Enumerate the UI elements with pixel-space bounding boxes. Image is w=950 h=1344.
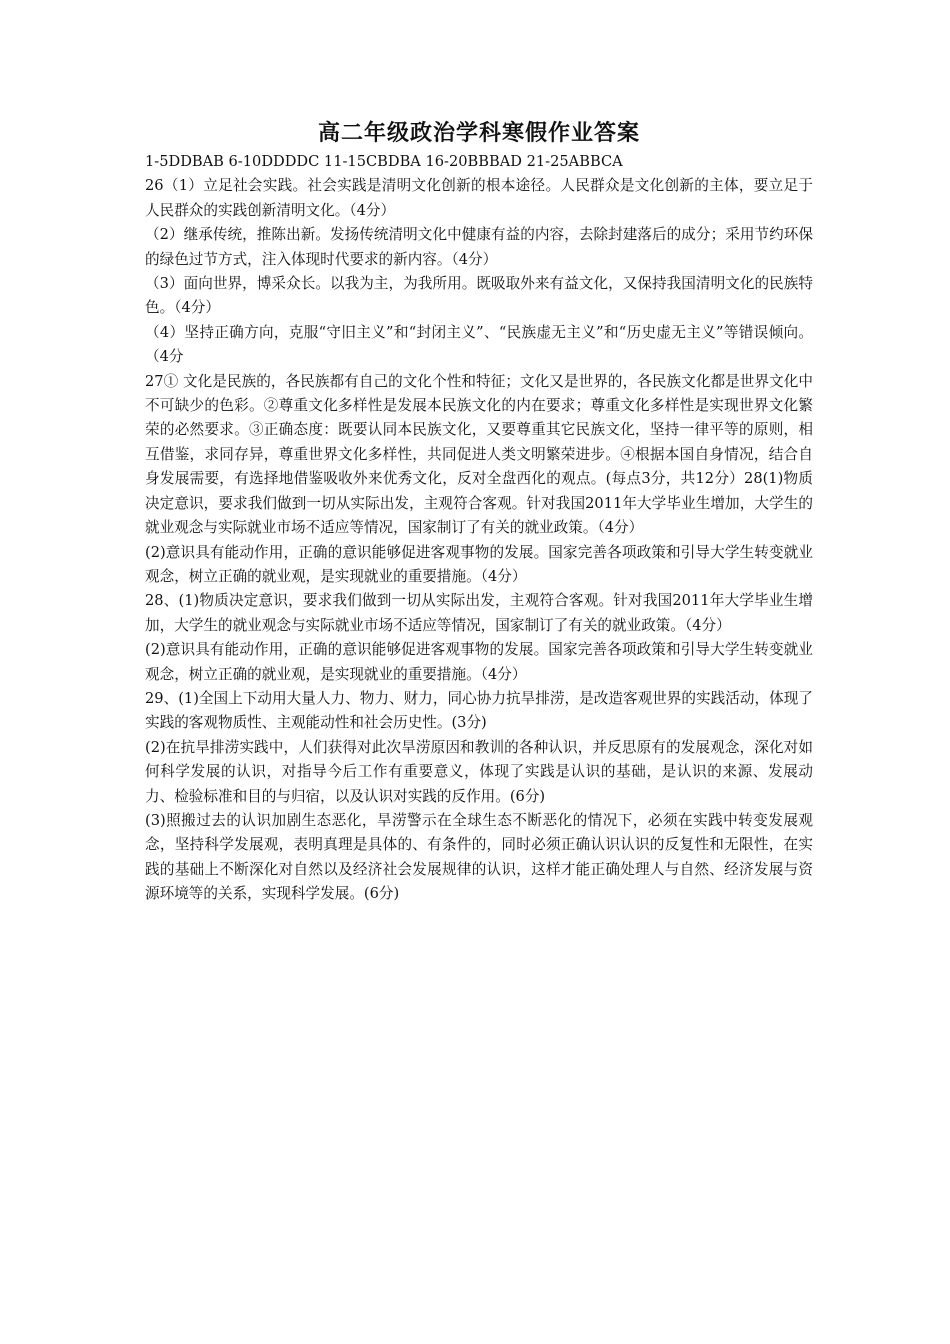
answer-29-1: 29、(1)全国上下动用大量人力、物力、财力，同心协力抗旱排涝，是改造客观世界的实践活动，体现了实践的客观物质性、主观能动性和社会历史性。(3分) <box>145 689 813 732</box>
document-page <box>145 118 813 907</box>
answer-26-4: （4）坚持正确方向，克服“守旧主义”和“封闭主义”、“民族虚无主义”和“历史虚无主义”等错误倾向。（4分 <box>145 323 813 366</box>
answer-29-2: (2)在抗旱排涝实践中，人们获得对此次旱涝原因和教训的各种认识，并反思原有的发展观念，深化对如何科学发展的认识，对指导今后工作有重要意义，体现了实践是认识的基础，是认识的来源、发展动力、检验标准和目的与归宿，以及认识对实践的反作用。(6分) <box>145 738 813 805</box>
answer-28-1: 28、(1)物质决定意识，要求我们做到一切从实际出发，主观符合客观。针对我国2011年大学毕业生增加，大学生的就业观念与实际就业市场不适应等情况，国家制订了有关的就业政策。（4分） <box>145 592 813 634</box>
answer-29-3: (3)照搬过去的认识加剧生态恶化，旱涝警示在全球生态不断恶化的情况下，必须在实践中转变发展观念，坚持科学发展观，表明真理是具体的、有条件的，同时必须正确认识认识的反复性和无限性，在实践的基础上不断深化对自然以及经济社会发展规律的认识，这样才能正确处理人与自然、经济发展与资源环境等的关系，实现科学发展。(6分) <box>145 811 813 903</box>
document-title: 高二年级政治学科寒假作业答案 <box>317 120 640 146</box>
answer-26-1: 26（1）立足社会实践。社会实践是清明文化创新的根本途径。人民群众是文化创新的主体，要立足于人民群众的实践创新清明文化。（4分） <box>145 177 813 219</box>
answer-26-2: （2）继承传统，推陈出新。发扬传统清明文化中健康有益的内容，去除封建落后的成分；采用节约环保的绿色过节方式，注入体现时代要求的新内容。（4分） <box>145 226 813 268</box>
answer-28-2: (2)意识具有能动作用，正确的意识能够促进客观事物的发展。国家完善各项政策和引导大学生转变就业观念，树立正确的就业观，是实现就业的重要措施。（4分） <box>145 641 813 683</box>
answer-27: 27① 文化是民族的，各民族都有自己的文化个性和特征；文化又是世界的，各民族文化都是世界文化中不可缺少的色彩。②尊重文化多样性是发展本民族文化的内在要求；尊重文化多样性是实现世界文化繁荣的必然要求。③正确态度：既要认同本民族文化，又要尊重其它民族文化，坚持一律平等的原则，相互借鉴，求同存异，尊重世界文化多样性，共同促进人类文明繁荣进步。④根据本国自身情况，结合自身发展需要，有选择地借鉴吸收外来优秀文化，反对全盘西化的观点。(每点3分，共12分）28(1)物质决定意识，要求我们做到一切从实际出发，主观符合客观。针对我国2011年大学毕业生增加，大学生的就业观念与实际就业市场不适应等情况，国家制订了有关的就业政策。（4分） <box>145 372 813 537</box>
answer-26-3: （3）面向世界，博采众长。以我为主，为我所用。既吸取外来有益文化，又保持我国清明文化的民族特色。（4分） <box>145 275 813 317</box>
answer-27-2: (2)意识具有能动作用，正确的意识能够促进客观事物的发展。国家完善各项政策和引导大学生转变就业观念，树立正确的就业观，是实现就业的重要措施。（4分） <box>145 543 813 585</box>
answer-key-choices: 1-5DDBAB 6-10DDDDC 11-15CBDBA 16-20BBBAD 21-25ABBCA <box>145 153 623 170</box>
